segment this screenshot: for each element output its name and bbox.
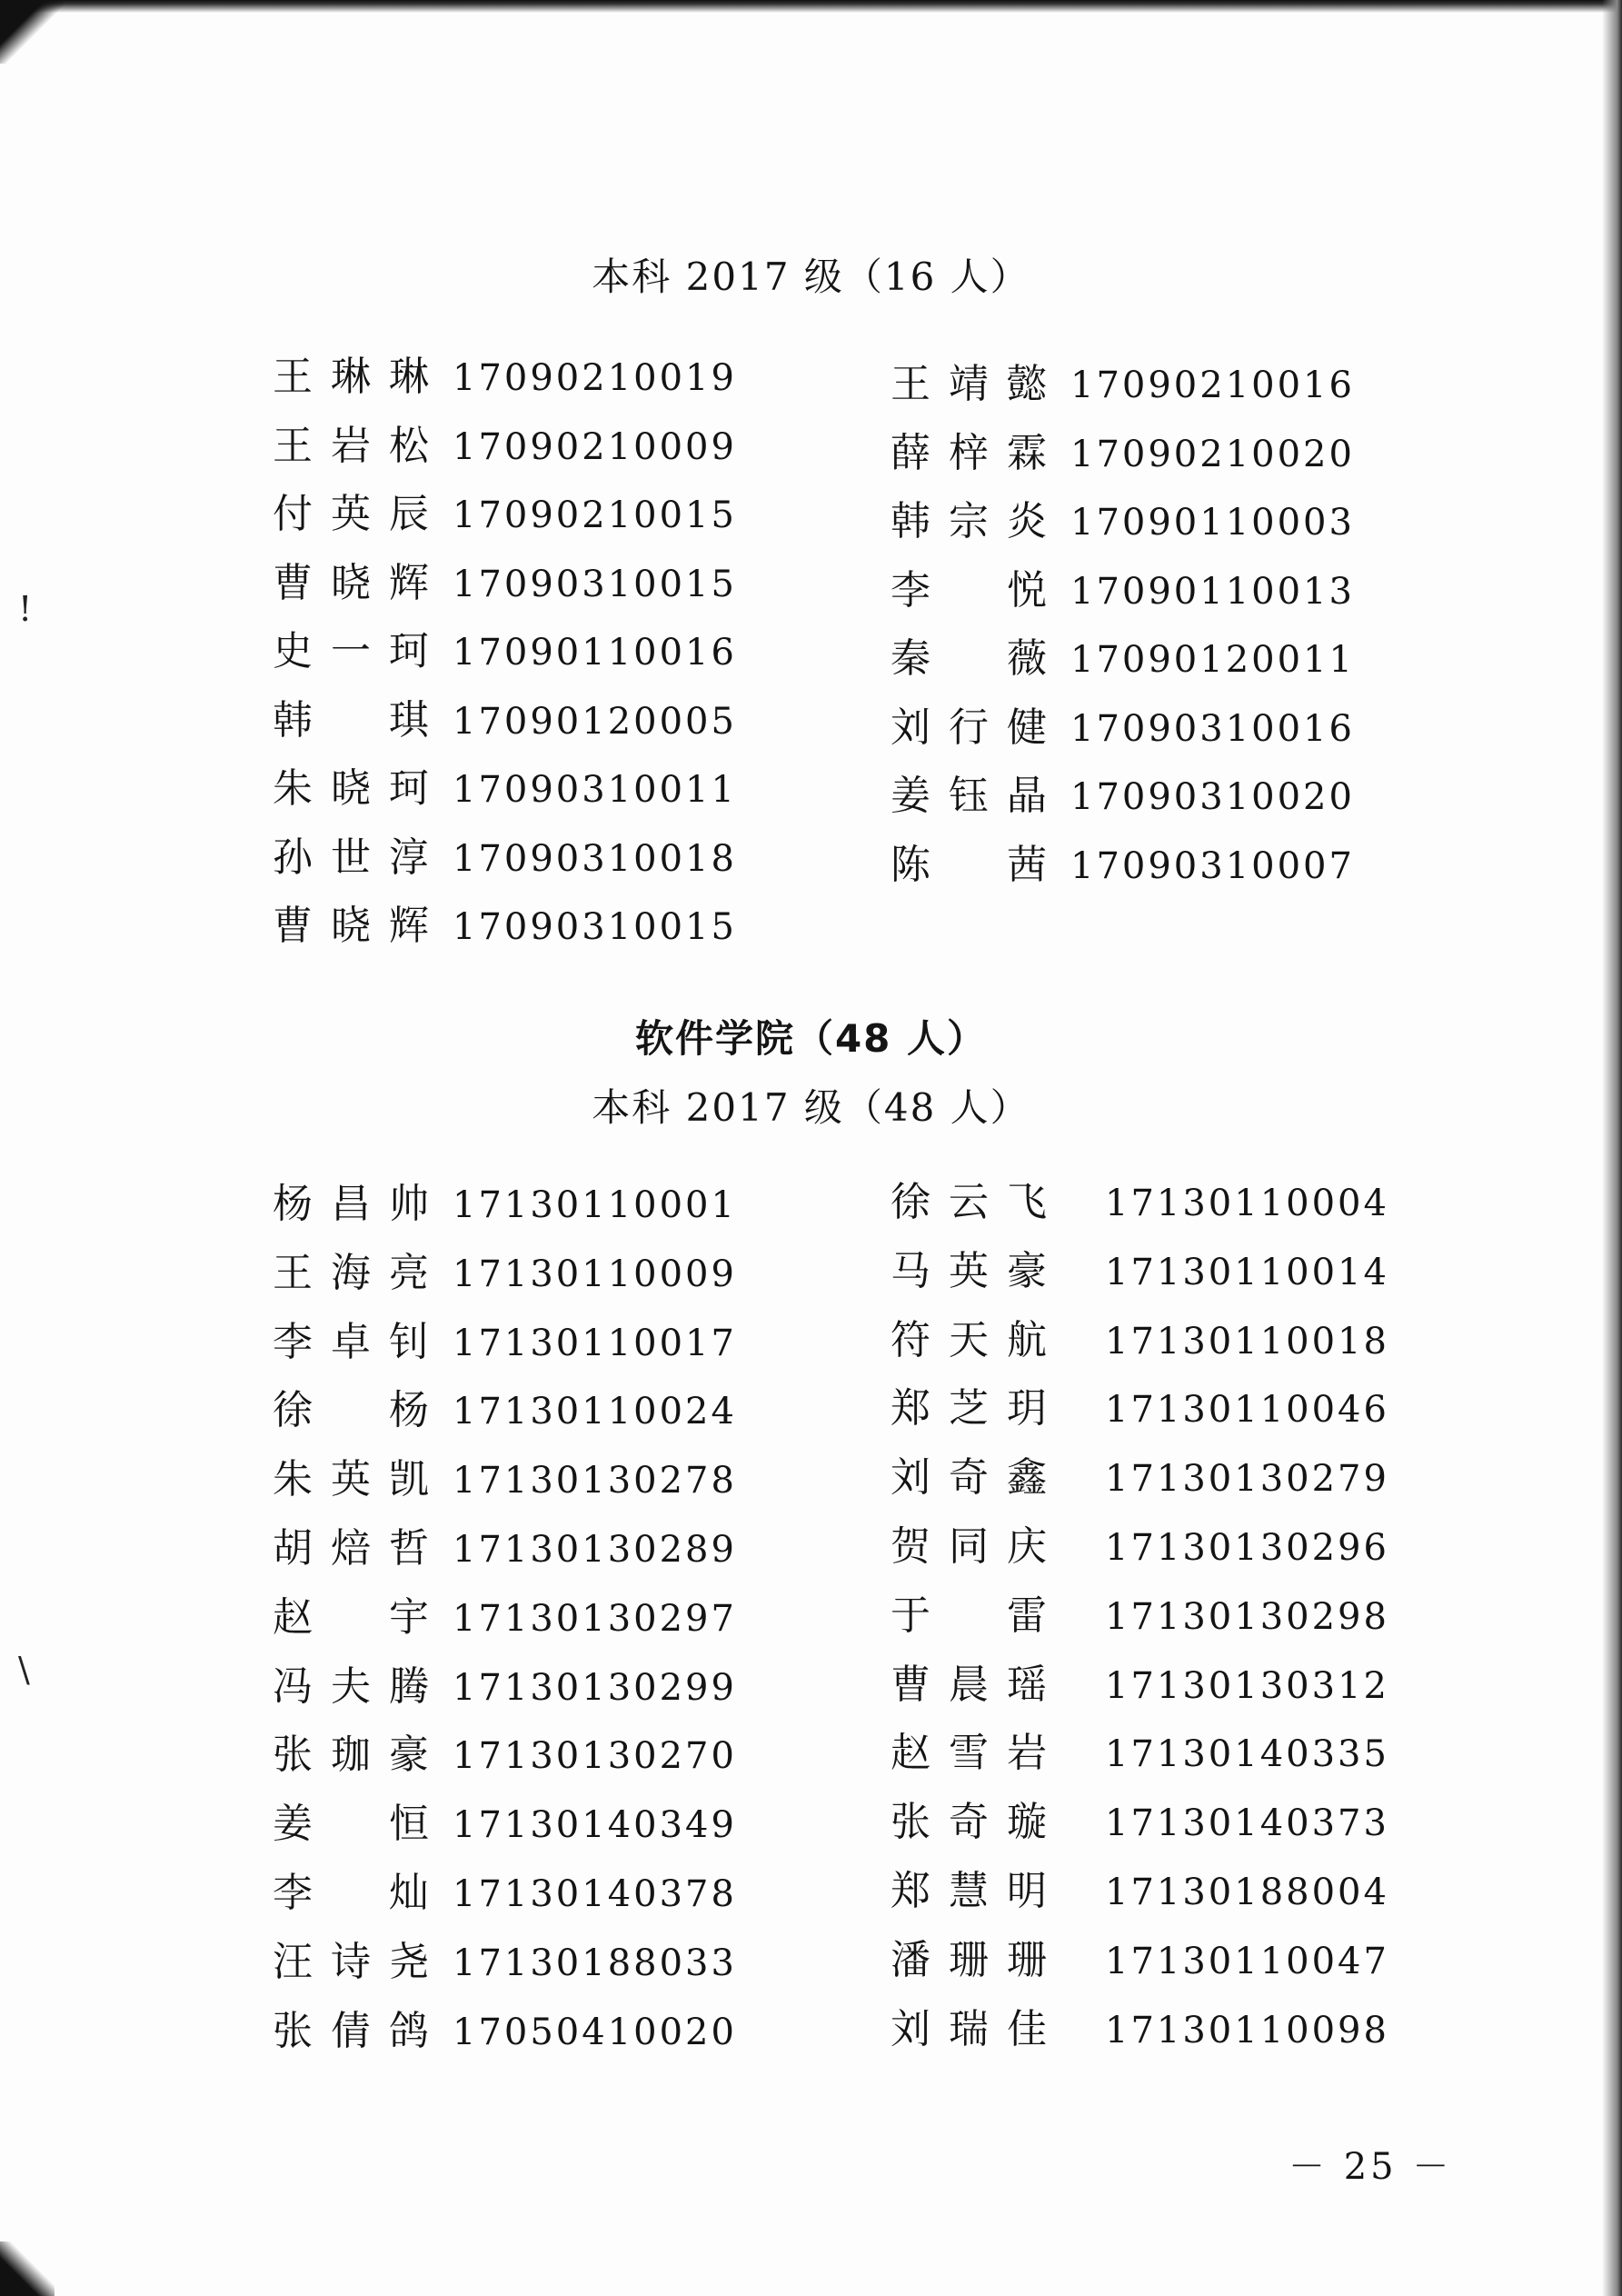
section-subheading: 本科 2017 级（16 人） [592,255,1030,299]
student-row [273,618,737,687]
name-character: 诗 [331,1938,371,1985]
name-character: 晓 [331,903,371,949]
student-id: 17130140378 [453,1872,737,1915]
student-row [273,344,737,413]
student-row [891,1375,1389,1444]
student-id: 17090110013 [1070,570,1355,613]
name-character: 符 [891,1316,930,1363]
name-character: 刘 [891,1454,930,1502]
student-id: 17090110016 [453,632,737,674]
name-character: 尧 [389,1938,429,1985]
student-id: 17130140335 [1105,1733,1389,1776]
margin-mark: \ [18,1650,30,1690]
student-row [891,557,1355,626]
name-character: 钰 [949,773,989,819]
name-character: 云 [949,1179,989,1225]
name-character: 李 [273,1318,313,1365]
student-id: 17090310015 [453,563,737,605]
student-id: 17130130279 [1105,1458,1389,1501]
name-character: 辰 [389,491,429,537]
name-character: 雷 [1007,1592,1047,1639]
student-id: 17130130289 [453,1528,737,1571]
name-character: 同 [949,1522,989,1570]
name-character: 付 [273,491,313,537]
name-character: 珂 [389,765,429,812]
name-character: 曹 [891,1661,930,1708]
scan-edge-bottom [0,2241,55,2296]
student-name [891,1720,1047,1778]
student-id: 17130140349 [453,1804,737,1847]
name-character: 张 [273,2007,313,2054]
student-row [891,351,1355,420]
student-id: 17130130270 [453,1735,737,1778]
name-character: 陈 [891,841,930,888]
student-name [891,1927,1047,1985]
student-row [273,1309,737,1378]
page-number: － 25 － [1289,2146,1453,2188]
student-row [891,420,1355,489]
student-row [273,1791,737,1860]
name-character: 鑫 [1007,1454,1047,1502]
name-character: 瑶 [1007,1661,1047,1708]
student-row [891,1513,1389,1582]
name-character: 淳 [389,834,429,881]
name-character: 奇 [949,1454,989,1502]
name-character: 灿 [389,1869,429,1916]
student-row [891,1789,1389,1858]
student-name [273,550,429,608]
student-id: 17090210015 [453,494,737,536]
name-character: 昌 [331,1181,371,1227]
student-row [891,1996,1389,2065]
student-id: 17130110001 [453,1184,737,1226]
student-id: 17090310020 [1070,776,1355,818]
student-list-right [891,351,1355,900]
student-name [891,1996,1047,2054]
student-row [891,488,1355,557]
name-character: 豪 [1007,1247,1047,1294]
student-id: 17090110003 [1070,502,1355,544]
name-character: 夫 [331,1662,371,1710]
student-name [891,351,1047,409]
student-list-left [273,1171,737,2066]
name-character: 璇 [1007,1799,1047,1846]
student-row [273,1171,737,1240]
student-name [891,1375,1047,1433]
student-row [273,1929,737,1998]
name-character: 奇 [949,1799,989,1846]
name-character: 薇 [1007,635,1047,682]
name-character: 宗 [949,498,989,544]
student-id: 17130110098 [1105,2009,1389,2051]
name-character: 悦 [1007,566,1047,614]
student-row [273,1860,737,1929]
name-character: 秦 [891,635,930,682]
name-character: 曹 [273,559,313,606]
name-character: 茜 [1007,841,1047,888]
name-character: 汪 [273,1938,313,1985]
name-character: 李 [891,566,930,614]
student-id: 17090210016 [1070,364,1355,406]
name-character: 天 [949,1316,989,1363]
name-character: 曹 [273,903,313,949]
student-id: 17090210009 [453,425,737,468]
student-row [273,824,737,893]
student-name [273,1653,429,1712]
name-character: 晓 [331,559,371,606]
student-id: 17090310015 [453,906,737,948]
student-name [273,893,429,951]
name-character: 郑 [891,1867,930,1914]
student-row [273,1653,737,1722]
name-character: 健 [1007,704,1047,751]
name-character: 一 [331,628,371,674]
name-character: 腾 [389,1662,429,1710]
student-id: 17130130297 [453,1597,737,1640]
student-name [273,824,429,883]
name-character: 英 [331,491,371,537]
student-name [273,481,429,539]
student-id: 17090310016 [1070,707,1355,750]
section-subheading: 本科 2017 级（48 人） [592,1085,1030,1130]
student-id: 17130130296 [1105,1526,1389,1569]
student-row [273,413,737,482]
student-name [891,1307,1047,1365]
student-name [891,488,1047,546]
student-name [891,1582,1047,1641]
student-id: 17050410020 [453,2011,737,2053]
student-row [891,1238,1389,1307]
name-character: 杨 [389,1387,429,1434]
student-id: 17090210020 [1070,433,1355,475]
name-character: 亮 [389,1249,429,1296]
student-name [273,344,429,402]
margin-mark: ! [18,589,33,629]
name-character: 珂 [389,628,429,674]
name-character: 刘 [891,704,930,751]
student-name [273,1998,429,2056]
college-heading: 软件学院（48 人） [634,1016,988,1061]
name-character: 帅 [389,1181,429,1227]
name-character: 凯 [389,1456,429,1503]
name-character: 薛 [891,429,930,476]
name-character: 冯 [273,1662,313,1710]
student-id: 17090120005 [453,700,737,743]
name-character: 韩 [273,696,313,744]
student-name [891,557,1047,615]
student-list-left [273,344,737,962]
student-id: 17090120011 [1070,639,1355,681]
name-character: 晓 [331,765,371,812]
name-character: 琪 [389,696,429,744]
name-character: 胡 [273,1524,313,1572]
name-character: 鸽 [389,2007,429,2054]
name-character: 航 [1007,1316,1047,1363]
student-row [273,1722,737,1791]
name-character: 孙 [273,834,313,881]
student-row [891,1652,1389,1721]
student-name [891,625,1047,684]
student-id: 17130110004 [1105,1183,1389,1224]
name-character: 焙 [331,1524,371,1572]
student-name [891,1858,1047,1916]
name-character: 郑 [891,1385,930,1433]
student-row [891,1858,1389,1927]
student-id: 17130110009 [453,1253,737,1295]
student-name [273,1377,429,1435]
student-id: 17130140373 [1105,1802,1389,1845]
student-row [273,755,737,824]
student-name [891,1169,1047,1227]
name-character: 倩 [331,2007,371,2054]
student-row [273,687,737,756]
student-row [273,893,737,962]
student-id: 17130130298 [1105,1595,1389,1638]
student-name [273,1860,429,1918]
student-id: 17130110017 [453,1322,737,1364]
name-character: 珊 [1007,1936,1047,1983]
name-character: 霖 [1007,429,1047,476]
student-row [273,550,737,619]
name-character: 王 [273,354,313,400]
student-id: 17130130278 [453,1460,737,1502]
name-character: 贺 [891,1522,930,1570]
name-character: 懿 [1007,361,1047,407]
student-row [273,1240,737,1309]
student-row [273,481,737,550]
student-name [891,1652,1047,1710]
student-row [891,1927,1389,1996]
name-character: 芝 [949,1385,989,1433]
student-name [273,1584,429,1642]
student-row [891,1582,1389,1652]
student-row [273,1584,737,1653]
student-id: 17130130299 [453,1666,737,1709]
name-character: 佳 [1007,2005,1047,2052]
student-id: 17130110014 [1105,1251,1389,1293]
student-row [273,1998,737,2067]
student-id: 17090310018 [453,837,737,880]
name-character: 行 [949,704,989,751]
name-character: 姜 [891,773,930,819]
student-list-right [891,1169,1389,2064]
student-id: 17130188033 [453,1942,737,1984]
student-id: 17130110018 [1105,1320,1389,1363]
student-name [891,1789,1047,1847]
name-character: 赵 [891,1730,930,1777]
name-character: 英 [949,1247,989,1294]
name-character: 哲 [389,1524,429,1572]
student-name [273,1446,429,1504]
student-name [273,1240,429,1298]
name-character: 海 [331,1249,371,1296]
student-name [273,1791,429,1849]
name-character: 王 [273,422,313,469]
name-character: 李 [273,1869,313,1916]
name-character: 庆 [1007,1522,1047,1570]
name-character: 珊 [949,1936,989,1983]
student-id: 17130188004 [1105,1871,1389,1913]
student-row [891,832,1355,901]
name-character: 豪 [389,1732,429,1779]
name-character: 恒 [389,1801,429,1848]
name-character: 于 [891,1592,930,1639]
student-id: 17130110047 [1105,1940,1389,1982]
name-character: 松 [389,422,429,469]
name-character: 杨 [273,1181,313,1227]
name-character: 飞 [1007,1179,1047,1225]
name-character: 赵 [273,1593,313,1641]
student-name [273,1929,429,1987]
name-character: 梓 [949,429,989,476]
student-name [273,1309,429,1367]
student-name [891,694,1047,753]
name-character: 琳 [389,354,429,400]
name-character: 朱 [273,1456,313,1503]
name-character: 炎 [1007,498,1047,544]
student-id: 17090310007 [1070,844,1355,887]
student-name [273,1722,429,1780]
scan-edge-right [1602,0,1622,2296]
name-character: 马 [891,1247,930,1294]
student-row [273,1446,737,1515]
name-character: 宇 [389,1593,429,1641]
student-name [891,1238,1047,1296]
name-character: 卓 [331,1318,371,1365]
name-character: 张 [891,1799,930,1846]
name-character: 靖 [949,361,989,407]
student-id: 17130110024 [453,1391,737,1433]
name-character: 韩 [891,498,930,544]
student-row [891,1444,1389,1513]
name-character: 张 [273,1732,313,1779]
student-name [891,420,1047,478]
student-id: 17090310011 [453,769,737,811]
name-character: 珈 [331,1732,371,1779]
name-character: 徐 [273,1387,313,1434]
name-character: 慧 [949,1867,989,1914]
name-character: 姜 [273,1801,313,1848]
name-character: 岩 [331,422,371,469]
name-character: 史 [273,628,313,674]
student-row [891,1720,1389,1789]
student-row [891,1169,1389,1238]
name-character: 徐 [891,1179,930,1225]
student-row [891,1307,1389,1376]
student-row [273,1377,737,1446]
name-character: 明 [1007,1867,1047,1914]
student-name [273,1171,429,1229]
scan-edge-top [0,0,1622,13]
student-id: 17090210019 [453,357,737,399]
name-character: 世 [331,834,371,881]
name-character: 雪 [949,1730,989,1777]
student-name [273,413,429,471]
name-character: 晶 [1007,773,1047,819]
name-character: 潘 [891,1936,930,1983]
student-name [273,1515,429,1573]
name-character: 晨 [949,1661,989,1708]
name-character: 玥 [1007,1385,1047,1433]
student-name [273,687,429,745]
name-character: 英 [331,1456,371,1503]
student-row [891,625,1355,694]
student-name [273,755,429,814]
name-character: 辉 [389,903,429,949]
name-character: 王 [891,361,930,407]
student-id: 17130110046 [1105,1389,1389,1432]
name-character: 王 [273,1249,313,1296]
student-name [891,832,1047,890]
student-name [891,763,1047,821]
student-name [273,618,429,676]
name-character: 钊 [389,1318,429,1365]
name-character: 辉 [389,559,429,606]
student-name [891,1513,1047,1572]
name-character: 琳 [331,354,371,400]
student-id: 17130130312 [1105,1664,1389,1707]
student-row [891,763,1355,832]
student-name [891,1444,1047,1502]
name-character: 瑞 [949,2005,989,2052]
name-character: 朱 [273,765,313,812]
student-row [273,1515,737,1584]
name-character: 岩 [1007,1730,1047,1777]
student-row [891,694,1355,764]
name-character: 刘 [891,2005,930,2052]
scan-edge-corner [0,0,64,64]
